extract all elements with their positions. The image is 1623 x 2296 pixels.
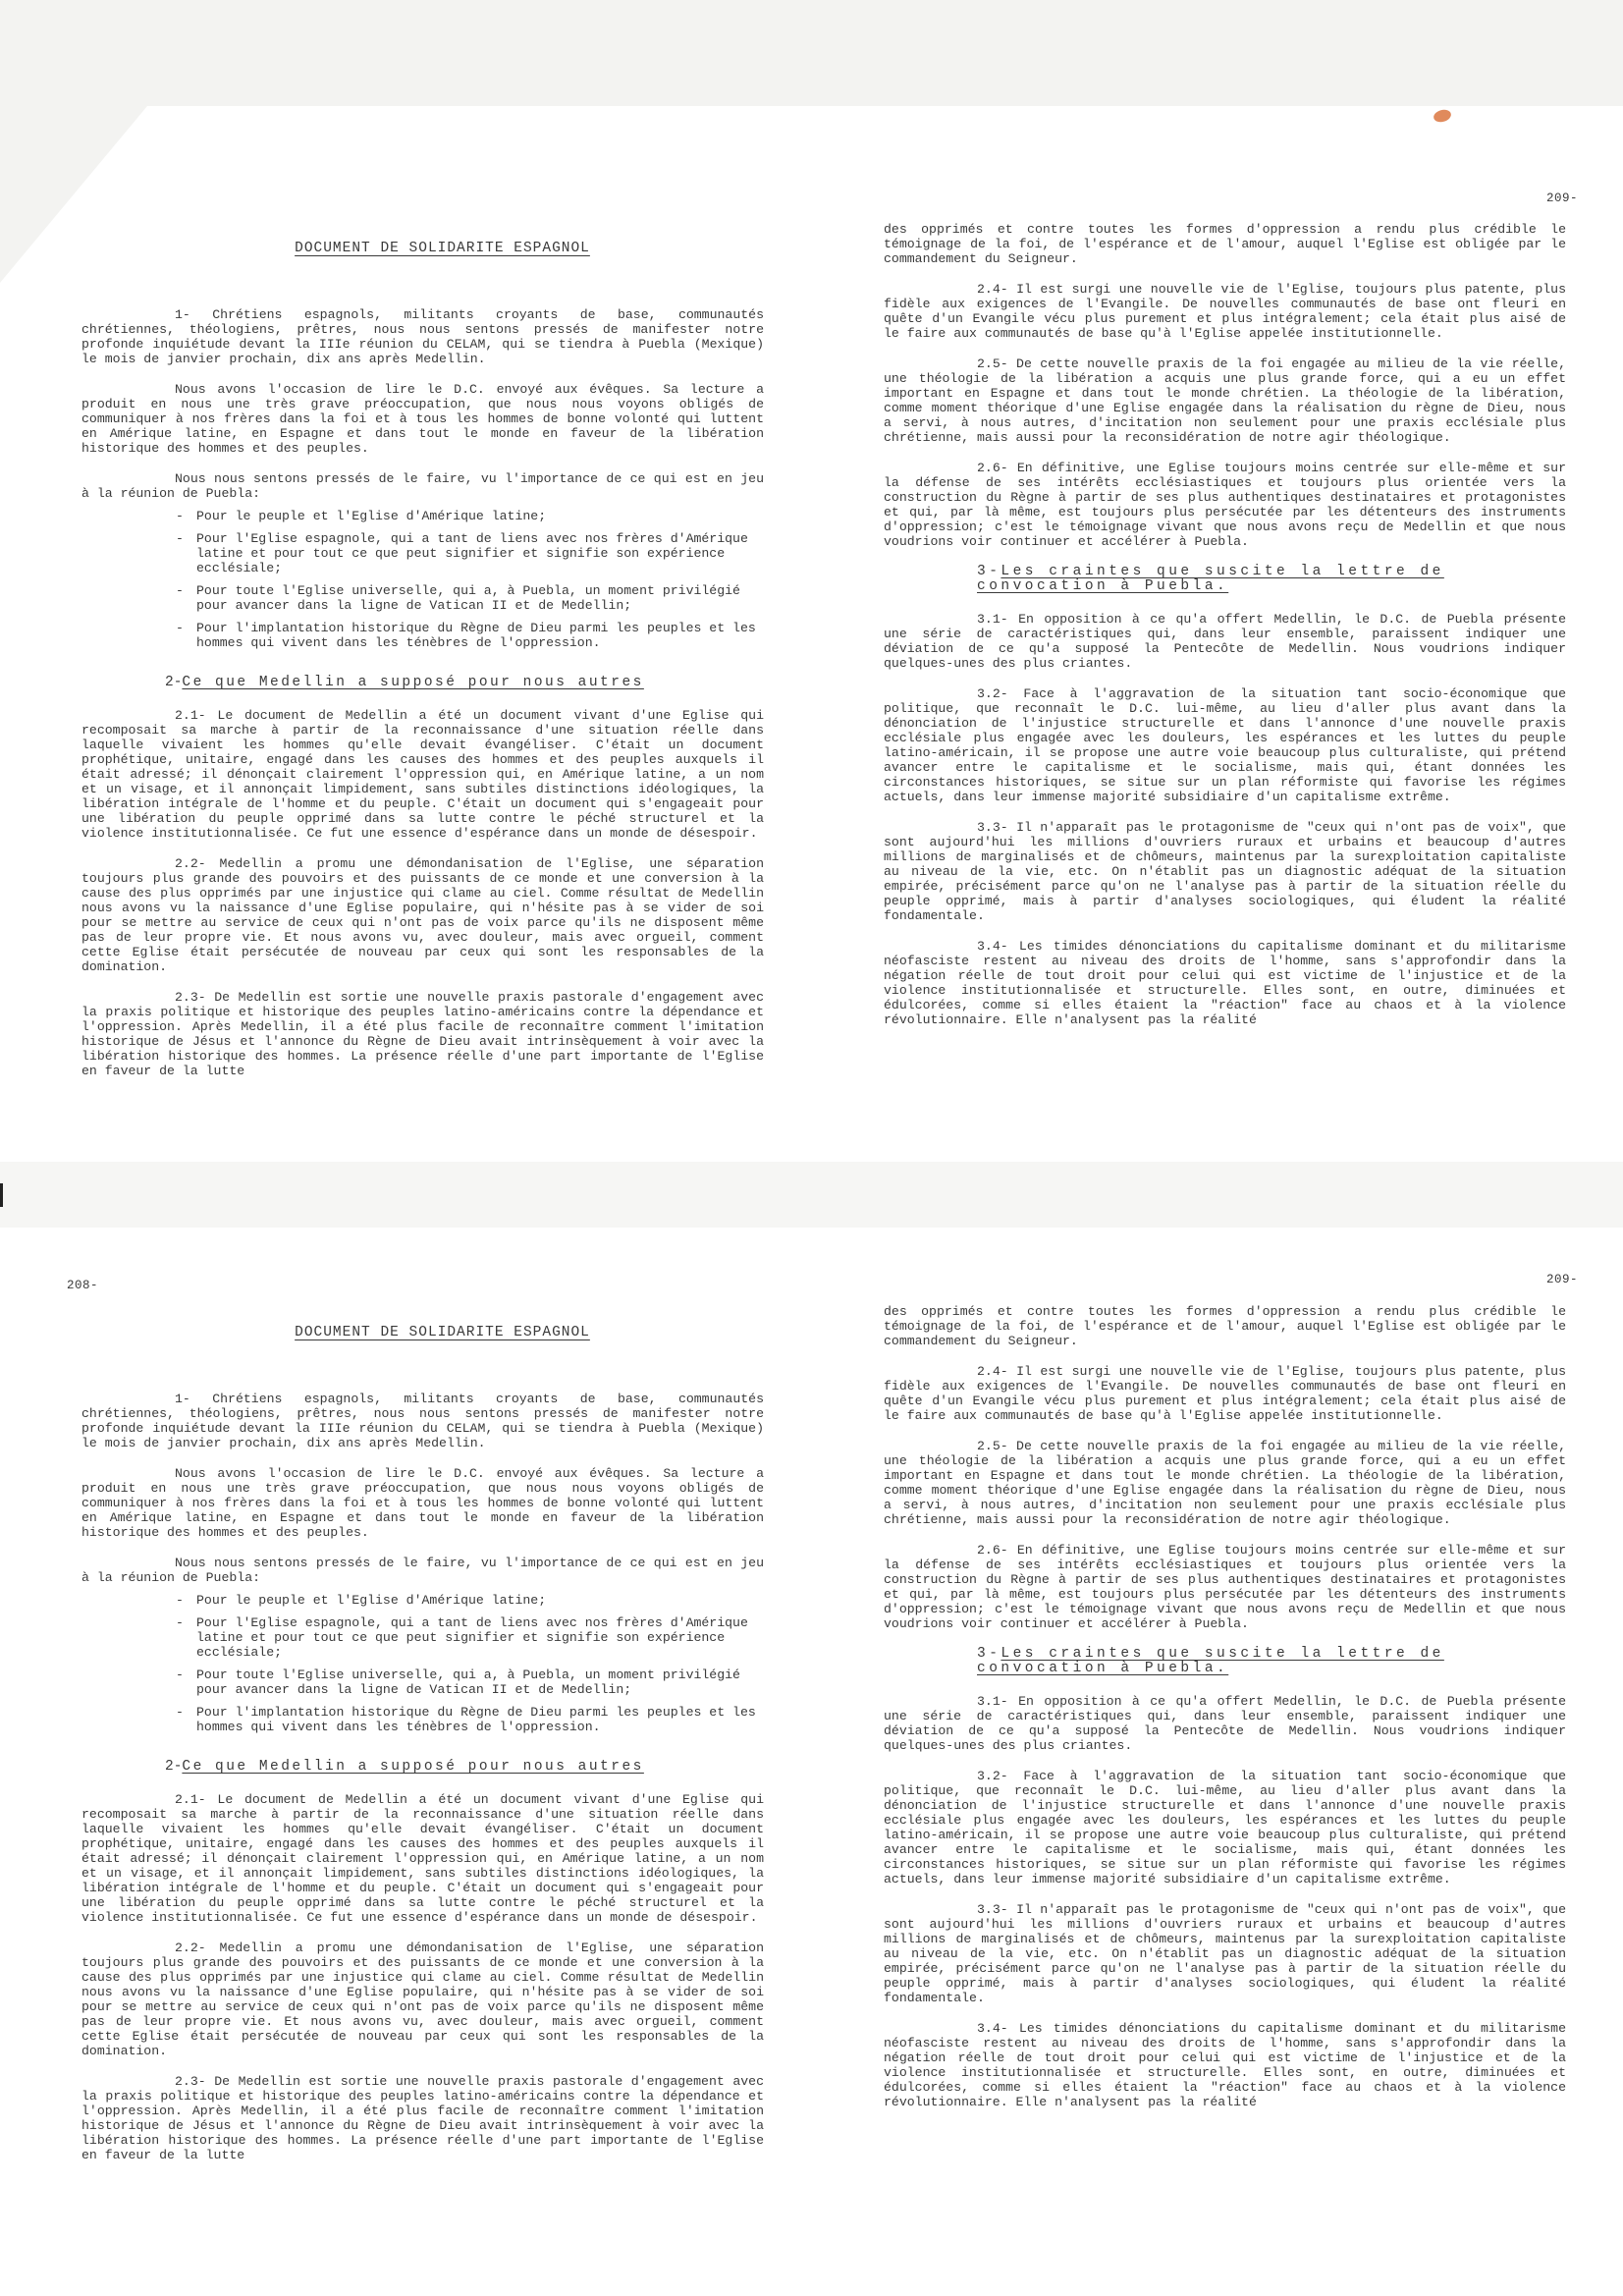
paragraph-2: Nous avons l'occasion de lire le D.C. envoyé aux évêques. Sa lecture a produit en nous une très grave préoccupation, que nous nous voyons obligés de communiquer à nos frères dans la foi et à tous les hommes de bonne volonté qui luttent en Amérique latine, en Espagne et dans tout le monde en faveur de la libération historique des hommes et des peuples.: [81, 1466, 764, 1540]
paragraph-3-1: 3.1- En opposition à ce qu'a offert Medellin, le D.C. de Puebla présente une série de caractéristiques qui, dans leur ensemble, paraissent indiquer une déviation de ce qu'a supposé la Pentecôte de Medellin. Nous voudrions indiquer quelques-unes des plus criantes.: [884, 1694, 1566, 1753]
paragraph-2-4: 2.4- Il est surgi une nouvelle vie de l'Eglise, toujours plus patente, plus fidèle aux exigences de l'Evangile. De nouvelles communautés de base ont fleuri en quête d'un Evangile vécu plus purement et plus intégralement; cela était plus aisé de le faire aux communautés de base qu'à l'Eglise appelée institutionnelle.: [884, 282, 1566, 341]
sheet-gap: [0, 1162, 1623, 1228]
list-item: - Pour toute l'Eglise universelle, qui a, à Puebla, un moment privilégié pour avancer dans la ligne de Vatican II et de Medellin;: [176, 583, 740, 613]
paragraph-2-4: 2.4- Il est surgi une nouvelle vie de l'Eglise, toujours plus patente, plus fidèle aux exigences de l'Evangile. De nouvelles communautés de base ont fleuri en quête d'un Evangile vécu plus purement et plus intégralement; cela était plus aisé de le faire aux communautés de base qu'à l'Eglise appelée institutionnelle.: [884, 1364, 1566, 1423]
paragraph-2-3: 2.3- De Medellin est sortie une nouvelle praxis pastorale d'engagement avec la praxis politique et historique des peuples latino-américains contre la dépendance et l'oppression. Après Medellin, il a été plus facile de reconnaître comment l'imitation historique de Jésus et l'annonce du Règne de Dieu avait intrinsèquement à voir avec la libération historique des hommes. La présence réelle d'une part importante de l'Eglise en faveur de la lutte: [81, 990, 764, 1078]
right-column: [884, 222, 1566, 1043]
edge-mark: [0, 1183, 3, 1207]
list-item: - Pour le peuple et l'Eglise d'Amérique latine;: [176, 1593, 547, 1608]
paragraph-3-2: 3.2- Face à l'aggravation de la situation tant socio-économique que politique, que reconnaît le D.C. lui-même, au lieu d'aller plus avant dans la dénonciation de l'injustice structurelle et dans l'annonce d'une nouvelle praxis ecclésiale plus engagée avec les douleurs, les espérances et les luttes du peuple latino-américain, il se propose une autre voie beaucoup plus culturaliste, qui prétend avancer entre le capitalisme et le socialisme, mais qui, étant données les circonstances historiques, se situe sur un plan réformiste qui favorise les régimes actuels, dans leur immense majorité subsidiaire d'un capitalisme extrême.: [884, 686, 1566, 804]
paragraph-2-6: 2.6- En définitive, une Eglise toujours moins centrée sur elle-même et sur la défense de ses intérêts ecclésiastiques et toujours plus orientée vers la construction du Règne à partir de ses plus authentiques destinataires et protagonistes et qui, par là même, est toujours plus persécutée par les détenteurs des instruments d'oppression; c'est le témoignage vivant que nous avons reçu de Medellin et que nous voudrions voir continuer et accélérer à Puebla.: [884, 1543, 1566, 1631]
paragraph-3: Nous nous sentons pressés de le faire, vu l'importance de ce qui est en jeu à la réunion de Puebla:: [81, 471, 764, 501]
paragraph-1: 1- Chrétiens espagnols, militants croyants de base, communautés chrétiennes, théologiens, prêtres, nous nous sentons pressés de manifester notre profonde inquiétude devant la IIIe réunion du CELAM, qui se tiendra à Puebla (Mexique) le mois de janvier prochain, dix ans après Medellin.: [81, 1392, 764, 1450]
paragraph-2: Nous avons l'occasion de lire le D.C. envoyé aux évêques. Sa lecture a produit en nous une très grave préoccupation, que nous nous voyons obligés de communiquer à nos frères dans la foi et à tous les hommes de bonne volonté qui luttent en Amérique latine, en Espagne et dans tout le monde en faveur de la libération historique des hommes et des peuples.: [81, 382, 764, 456]
paragraph-2-3: 2.3- De Medellin est sortie une nouvelle praxis pastorale d'engagement avec la praxis politique et historique des peuples latino-américains contre la dépendance et l'oppression. Après Medellin, il a été plus facile de reconnaître comment l'imitation historique de Jésus et l'annonce du Règne de Dieu avait intrinsèquement à voir avec la libération historique des hommes. La présence réelle d'une part importante de l'Eglise en faveur de la lutte: [81, 2074, 764, 2162]
paragraph-2-6: 2.6- En définitive, une Eglise toujours moins centrée sur elle-même et sur la défense de ses intérêts ecclésiastiques et toujours plus orientée vers la construction du Règne à partir de ses plus authentiques destinataires et protagonistes et qui, par là même, est toujours plus persécutée par les détenteurs des instruments d'oppression; c'est le témoignage vivant que nous avons reçu de Medellin et que nous voudrions voir continuer et accélérer à Puebla.: [884, 461, 1566, 549]
list-item: - Pour toute l'Eglise universelle, qui a, à Puebla, un moment privilégié pour avancer dans la ligne de Vatican II et de Medellin;: [176, 1667, 740, 1697]
document-title: DOCUMENT DE SOLIDARITE ESPAGNOL: [295, 241, 590, 256]
paragraph-2-5: 2.5- De cette nouvelle praxis de la foi engagée au milieu de la vie réelle, une théologie de la libération a acquis une plus grande force, qui a eu un effet important en Espagne et dans tout le monde chrétien. La théologie de la libération, comme moment théorique d'une Eglise engagée dans la réalisation du règne de Dieu, nous a servi, à nous autres, d'incitation non seulement pour une praxis ecclésiale plus chrétienne, mais aussi pour la reconsidération de notre agir théologique.: [884, 1439, 1566, 1527]
right-column: [884, 1304, 1566, 2125]
paragraph-3-3: 3.3- Il n'apparaît pas le protagonisme de "ceux qui n'ont pas de voix", que sont aujourd'hui les millions d'ouvriers ruraux et urbains et beaucoup d'autres millions de marginalisés et de chômeurs, maintenus par la surexploitation capitaliste au niveau de la vie, etc. On n'établit pas un diagnostic adéquat de la situation empirée, précisément parce qu'on ne l'analyse pas à partir de la situation réelle du peuple opprimé, mais à partir d'analyses sociologiques, qui éludent la réalité fondamentale.: [884, 1902, 1566, 2005]
paragraph-continued: des opprimés et contre toutes les formes d'oppression a rendu plus crédible le témoignage de la foi, de l'espérance et de l'amour, auquel l'Eglise est obligée par le commandement du Seigneur.: [884, 222, 1566, 266]
paragraph-2-2: 2.2- Medellin a promu une démondanisation de l'Eglise, une séparation toujours plus grande des pouvoirs et des puissants de ce monde et une conversion à la cause des plus opprimés par une injustice qui clame au ciel. Comme résultat de Medellin nous avons vu la naissance d'une Eglise populaire, qui n'hésite pas à se vider de soi pour se mettre au service de ceux qui n'ont pas de voix parce qu'ils ne disposent même pas de leur propre vie. Et nous avons vu, avec douleur, mais avec orgueil, comment cette Eglise était persécutée de nouveau par ceux qui sont les responsables de la domination.: [81, 1941, 764, 2058]
list-item: - Pour l'implantation historique du Règne de Dieu parmi les peuples et les hommes qui vivent dans les ténèbres de l'oppression.: [176, 621, 756, 650]
list-item: - Pour l'implantation historique du Règne de Dieu parmi les peuples et les hommes qui vivent dans les ténèbres de l'oppression.: [176, 1705, 756, 1734]
concerns-list: [81, 509, 764, 650]
paragraph-2-1: 2.1- Le document de Medellin a été un document vivant d'une Eglise qui recomposait sa marche à partir de la reconnaissance d'une situation réelle dans laquelle vivaient les hommes qu'elle devait évangéliser. C'était un document prophétique, unitaire, engagé dans les causes des hommes et des peuples auxquels il était adressé; il dénonçait clairement l'oppression qui, en Amérique latine, a un nom et un visage, et il annonçait limpidement, sans subtiles distinctions idéologiques, la libération intégrale de l'homme et du peuple. C'était un document qui s'engageait pour une libération du peuple opprimé dans sa lutte contre le péché structurel et la violence institutionnalisée. Ce fut une essence d'espérance dans un monde de désespoir.: [81, 708, 764, 841]
concerns-list: [81, 1593, 764, 1734]
list-item: - Pour l'Eglise espagnole, qui a tant de liens avec nos frères d'Amérique latine et pour tout ce que peut signifier et signifie son expérience ecclésiale;: [176, 531, 748, 575]
list-item: - Pour l'Eglise espagnole, qui a tant de liens avec nos frères d'Amérique latine et pour tout ce que peut signifier et signifie son expérience ecclésiale;: [176, 1615, 748, 1660]
left-column: [81, 1326, 764, 2178]
section-3-heading: 3-Les craintes que suscite la lettre de convocation à Puebla.: [977, 564, 1444, 594]
left-column: [81, 242, 764, 1094]
section-2-heading: 2-Ce que Medellin a supposé pour nous autres: [165, 675, 644, 690]
page-number-left: 208-: [67, 1279, 99, 1292]
paragraph-2-2: 2.2- Medellin a promu une démondanisation de l'Eglise, une séparation toujours plus grande des pouvoirs et des puissants de ce monde et une conversion à la cause des plus opprimés par une injustice qui clame au ciel. Comme résultat de Medellin nous avons vu la naissance d'une Eglise populaire, qui n'hésite pas à se vider de soi pour se mettre au service de ceux qui n'ont pas de voix parce qu'ils ne disposent même pas de leur propre vie. Et nous avons vu, avec douleur, mais avec orgueil, comment cette Eglise était persécutée de nouveau par ceux qui sont les responsables de la domination.: [81, 856, 764, 974]
paragraph-3-1: 3.1- En opposition à ce qu'a offert Medellin, le D.C. de Puebla présente une série de caractéristiques qui, dans leur ensemble, paraissent indiquer une déviation de ce qu'a supposé la Pentecôte de Medellin. Nous voudrions indiquer quelques-unes des plus criantes.: [884, 612, 1566, 671]
paragraph-2-1: 2.1- Le document de Medellin a été un document vivant d'une Eglise qui recomposait sa marche à partir de la reconnaissance d'une situation réelle dans laquelle vivaient les hommes qu'elle devait évangéliser. C'était un document prophétique, unitaire, engagé dans les causes des hommes et des peuples auxquels il était adressé; il dénonçait clairement l'oppression qui, en Amérique latine, a un nom et un visage, et il annonçait limpidement, sans subtiles distinctions idéologiques, la libération intégrale de l'homme et du peuple. C'était un document qui s'engageait pour une libération du peuple opprimé dans sa lutte contre le péché structurel et la violence institutionnalisée. Ce fut une essence d'espérance dans un monde de désespoir.: [81, 1792, 764, 1925]
list-item: - Pour le peuple et l'Eglise d'Amérique latine;: [176, 509, 547, 523]
paragraph-3-4: 3.4- Les timides dénonciations du capitalisme dominant et du militarisme néofasciste restent au niveau des droits de l'homme, sans s'approfondir dans la négation réelle de tout droit pour celui qui est victime de l'injustice et de la violence institutionnalisée et structurelle. Elles sont, en outre, diminuées et édulcorées, comme si elles étaient la "réaction" face au chaos et à la violence révolutionnaire. Elle n'analysent pas la réalité: [884, 939, 1566, 1027]
section-3-heading: 3-Les craintes que suscite la lettre de convocation à Puebla.: [977, 1646, 1444, 1676]
paragraph-3: Nous nous sentons pressés de le faire, vu l'importance de ce qui est en jeu à la réunion de Puebla:: [81, 1556, 764, 1585]
paragraph-3-3: 3.3- Il n'apparaît pas le protagonisme de "ceux qui n'ont pas de voix", que sont aujourd'hui les millions d'ouvriers ruraux et urbains et beaucoup d'autres millions de marginalisés et de chômeurs, maintenus par la surexploitation capitaliste au niveau de la vie, etc. On n'établit pas un diagnostic adéquat de la situation empirée, précisément parce qu'on ne l'analyse pas à partir de la situation réelle du peuple opprimé, mais à partir d'analyses sociologiques, qui éludent la réalité fondamentale.: [884, 820, 1566, 923]
document-title: DOCUMENT DE SOLIDARITE ESPAGNOL: [295, 1325, 590, 1340]
paragraph-2-5: 2.5- De cette nouvelle praxis de la foi engagée au milieu de la vie réelle, une théologie de la libération a acquis une plus grande force, qui a eu un effet important en Espagne et dans tout le monde chrétien. La théologie de la libération, comme moment théorique d'une Eglise engagée dans la réalisation du règne de Dieu, nous a servi, à nous autres, d'incitation non seulement pour une praxis ecclésiale plus chrétienne, mais aussi pour la reconsidération de notre agir théologique.: [884, 356, 1566, 445]
page-number-right: 209-: [1546, 1273, 1579, 1286]
paragraph-3-2: 3.2- Face à l'aggravation de la situation tant socio-économique que politique, que reconnaît le D.C. lui-même, au lieu d'aller plus avant dans la dénonciation de l'injustice structurelle et dans l'annonce d'une nouvelle praxis ecclésiale plus engagée avec les douleurs, les espérances et les luttes du peuple latino-américain, il se propose une autre voie beaucoup plus culturaliste, qui prétend avancer entre le capitalisme et le socialisme, mais qui, étant données les circonstances historiques, se situe sur un plan réformiste qui favorise les régimes actuels, dans leur immense majorité subsidiaire d'un capitalisme extrême.: [884, 1769, 1566, 1886]
paragraph-3-4: 3.4- Les timides dénonciations du capitalisme dominant et du militarisme néofasciste restent au niveau des droits de l'homme, sans s'approfondir dans la négation réelle de tout droit pour celui qui est victime de l'injustice et de la violence institutionnalisée et structurelle. Elles sont, en outre, diminuées et édulcorées, comme si elles étaient la "réaction" face au chaos et à la violence révolutionnaire. Elle n'analysent pas la réalité: [884, 2021, 1566, 2109]
section-2-heading: 2-Ce que Medellin a supposé pour nous autres: [165, 1759, 644, 1775]
paragraph-continued: des opprimés et contre toutes les formes d'oppression a rendu plus crédible le témoignage de la foi, de l'espérance et de l'amour, auquel l'Eglise est obligée par le commandement du Seigneur.: [884, 1304, 1566, 1348]
page-number-right: 209-: [1546, 191, 1579, 205]
paragraph-1: 1- Chrétiens espagnols, militants croyants de base, communautés chrétiennes, théologiens, prêtres, nous nous sentons pressés de manifester notre profonde inquiétude devant la IIIe réunion du CELAM, qui se tiendra à Puebla (Mexique) le mois de janvier prochain, dix ans après Medellin.: [81, 307, 764, 366]
